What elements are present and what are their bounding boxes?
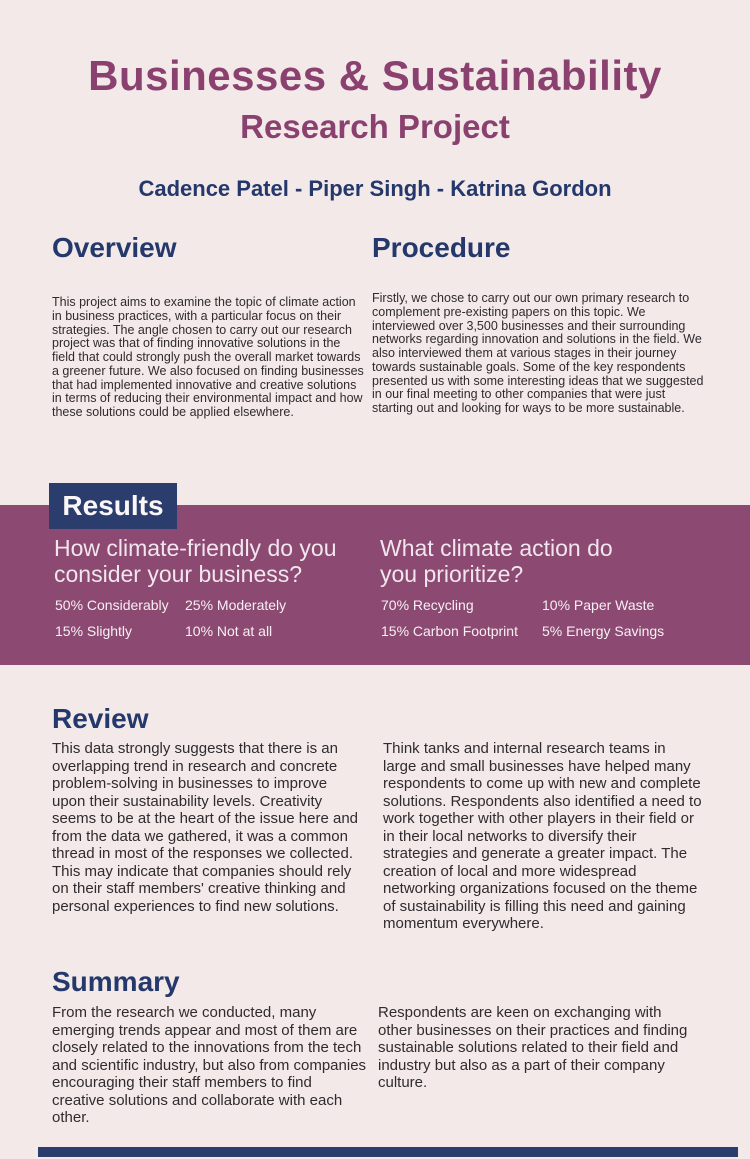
stat-item: 25% Moderately: [185, 597, 287, 613]
results-stats-1: [55, 597, 286, 639]
review-heading: Review: [52, 703, 149, 734]
results-label: Results: [49, 483, 177, 529]
summary-heading: Summary: [52, 966, 180, 997]
overview-heading: Overview: [52, 232, 177, 263]
review-body-right: Think tanks and internal research teams in large and small businesses have helped many respondents to come up with new and complete solutions. Respondents also identified a need to work together with other players in their field or in their local networks to diversify their strategies and generate a greater impact. The creation of local and more widespread networking organizations focused on the theme of sustainability is filling this need and gaining momentum everywhere.: [383, 740, 702, 933]
stat-item: 5% Energy Savings: [542, 623, 665, 639]
stat-item: 15% Slightly: [55, 623, 133, 639]
page-title: Businesses & Sustainability: [88, 52, 662, 99]
procedure-section: [372, 232, 708, 416]
page-subtitle: Research Project: [240, 108, 510, 145]
authors-line: Cadence Patel - Piper Singh - Katrina Gordon: [138, 176, 612, 201]
summary-body-left: From the research we conducted, many emerging trends appear and most of them are closely related to the innovations from the tech and scientific industry, but also from companies encouraging their staff members to find creative solutions and collaborate with each other.: [52, 1004, 367, 1127]
summary-body-right: Respondents are keen on exchanging with other businesses on their practices and finding sustainable solutions related to their field and industry but also as a part of their company culture.: [378, 1004, 688, 1092]
stat-item: 50% Considerably: [55, 597, 169, 613]
results-question-2: What climate action do you prioritize?: [380, 535, 613, 587]
stat-item: 15% Carbon Footprint: [381, 623, 518, 639]
results-question-1: How climate-friendly do you consider your business?: [54, 535, 337, 587]
footer-accent-bar: [38, 1147, 738, 1157]
poster-header: [0, 0, 750, 202]
stat-item: 10% Not at all: [185, 623, 273, 639]
stat-item: 10% Paper Waste: [542, 597, 655, 613]
review-body-left: This data strongly suggests that there is an overlapping trend in research and concrete problem-solving in businesses to improve upon their sustainability levels. Creativity seems to be at the heart of the issue here and from the data we gathered, it was a common thread in most of the responses we collected. This may indicate that companies should rely on their staff members' creative thinking and personal experiences to find new solutions.: [52, 740, 359, 915]
overview-body: This project aims to examine the topic of climate action in business practices, with a particular focus on their strategies. The angle chosen to carry out our research project was that of finding innovative solutions in the field that could strongly push the overall market towards a greener future. We also focused on finding businesses that had implemented innovative and creative solutions in terms of reducing their environmental impact and how these solutions could be applied elsewhere.: [52, 295, 364, 419]
results-stats-2: [381, 597, 664, 639]
procedure-body: Firstly, we chose to carry out our own primary research to complement pre-existing papers on this topic. We interviewed over 3,500 businesses and their surrounding networks regarding innovation and solutions in the field. We also interviewed them at various stages in their journey towards sustainable goals. Some of the key respondents presented us with some interesting ideas that we suggested in our final meeting to other companies that were just starting out and looking for ways to be more sustainable.: [372, 291, 704, 415]
overview-section: [52, 232, 364, 420]
results-section: [0, 490, 750, 665]
stat-item: 70% Recycling: [381, 597, 474, 613]
procedure-heading: Procedure: [372, 232, 511, 263]
